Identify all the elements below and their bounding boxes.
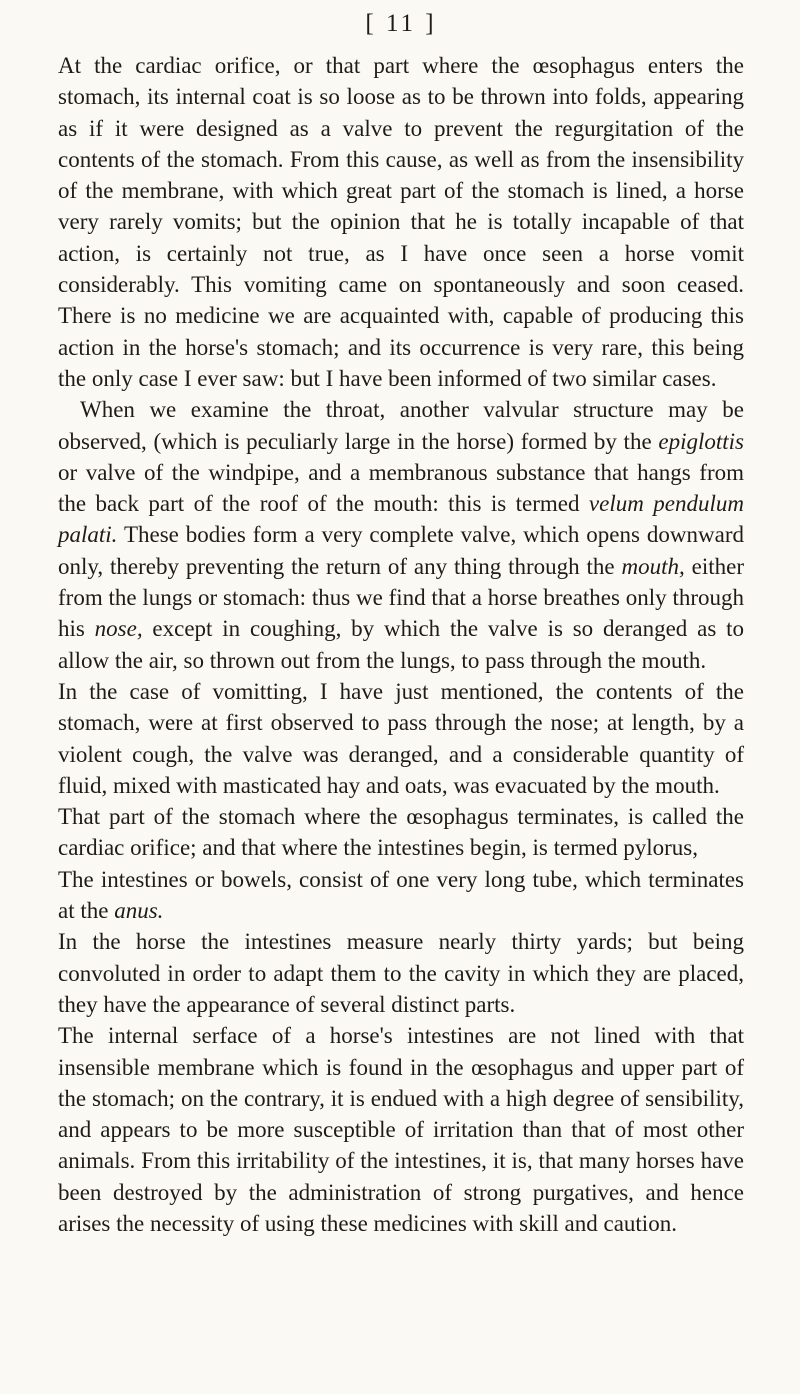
italic-term-anus: anus. xyxy=(114,898,164,924)
paragraph-intestine-surface xyxy=(58,1020,744,1239)
text-run: except in coughing, by which the valve is so deranged as to allow the air, so thrown out from the lungs, to pass through the mouth. xyxy=(58,616,744,673)
text-run: At the cardiac orifice, or that part where the œsophagus enters the stomach, its internal coat is so loose as to be thrown into folds, appearing as if it were designed as a valve to prevent the regurgitation of the contents of the stomach. From this cause, as well as from the insensibility of the membrane, with which great part of the stomach is lined, a horse very rarely vomits; but the opinion that he is totally incapable of that action, is certainly not true, as I have once seen a horse vomit considerably. This vomiting came on spontaneously and soon ceased. There is no medicine we are acquainted with, capable of producing this action in the horse's stomach; and its occurrence is very rare, this being the only case I ever saw: but I have been informed of two similar cases. xyxy=(58,53,744,391)
italic-term-nose: nose, xyxy=(94,616,143,642)
paragraph-cardiac-orifice xyxy=(58,50,744,394)
text-run: In the horse the intestines measure nearly thirty yards; but being convoluted in order to adapt them to the cavity in which they are placed, they have the appearance of several distinct parts. xyxy=(58,929,744,1017)
paragraph-pylorus xyxy=(58,801,744,864)
text-run: or valve of the windpipe, and a membranous substance that hangs from the back part of the roof of the mouth: this is termed xyxy=(58,459,744,517)
text-run: The intestines or bowels, consist of one very long tube, which terminates at the xyxy=(58,866,744,924)
text-run: That part of the stomach where the œsophagus terminates, is called the cardiac orifice; and that where the intestines begin, is termed pylorus, xyxy=(58,804,744,861)
text-run: When we examine the throat, another valvular structure may be observed, (which is peculiarly large in the horse) formed by the xyxy=(58,397,744,454)
paragraph-vomiting-case xyxy=(58,676,744,801)
page-number: [ 11 ] xyxy=(365,10,437,37)
paragraph-throat-valve xyxy=(58,394,744,676)
paragraph-intestine-length xyxy=(58,926,744,1020)
text-run: In the case of vomitting, I have just mentioned, the contents of the stomach, were at first observed to pass through the nose; at length, by a violent cough, the valve was deranged, and a considerable quantity of fluid, mixed with masticated hay and oats, was evacuated by the mouth. xyxy=(58,678,744,798)
text-run: These bodies form a very complete valve, which opens downward only, thereby preventing the return of any thing through the xyxy=(58,522,744,579)
italic-term-epiglottis: epiglottis xyxy=(658,428,744,454)
text-run: The internal serface of a horse's intestines are not lined with that insensible membrane which is found in the œsophagus and upper part of the stomach; on the contrary, it is endued with a high degree of sensibility, and appears to be more susceptible of irritation than that of most other animals. From this irritability of the intestines, it is, that many horses have been destroyed by the administration of strong purgatives, and hence arises the necessity of using these medicines with skill and caution. xyxy=(58,1023,744,1236)
italic-term-velum: velum pendulum palati. xyxy=(58,491,744,548)
text-run: either from the lungs or stomach: thus we find that a horse breathes only through his xyxy=(58,553,745,642)
paragraph-intestines xyxy=(58,864,744,927)
italic-term-mouth: mouth, xyxy=(621,553,685,579)
